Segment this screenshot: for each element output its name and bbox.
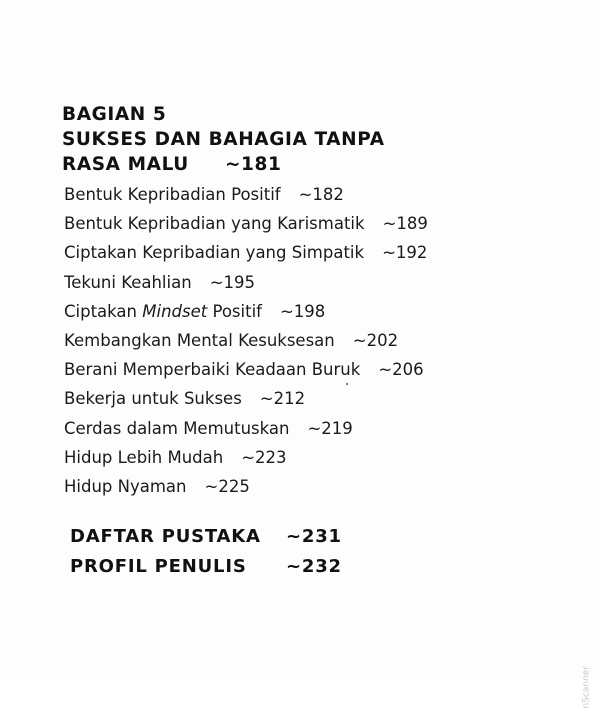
toc-entry-title-italic: Mindset xyxy=(142,301,208,321)
author-profile-title: PROFIL PENULIS xyxy=(70,556,247,577)
toc-entry xyxy=(64,209,428,238)
toc-entry xyxy=(64,355,428,384)
toc-entry-title: Kembangkan Mental Kesuksesan xyxy=(64,331,335,351)
part-page-number: ~181 xyxy=(224,154,282,175)
toc-entry-page: ~189 xyxy=(382,214,428,234)
toc-entry-page: ~192 xyxy=(382,243,428,263)
bibliography-entry xyxy=(70,522,342,552)
toc-entry-title: Tekuni Keahlian xyxy=(64,272,192,292)
toc-entry-page: ~206 xyxy=(378,360,424,380)
toc-entry xyxy=(64,414,428,443)
toc-entry xyxy=(64,238,428,267)
toc-entry-title: Berani Memperbaiki Keadaan Buruk xyxy=(64,360,361,380)
toc-entry-title: Hidup Nyaman xyxy=(64,477,187,497)
part-heading xyxy=(62,102,385,177)
toc-entry xyxy=(64,443,428,472)
toc-entry-title: Bentuk Kepribadian yang Karismatik xyxy=(64,214,365,234)
toc-entry-title-part: Positif xyxy=(207,301,262,321)
toc-entry xyxy=(64,180,428,209)
toc-entry xyxy=(64,297,428,326)
ink-speck xyxy=(346,383,348,385)
part-label: BAGIAN 5 xyxy=(62,104,167,125)
toc-entry-page: ~225 xyxy=(204,477,250,497)
toc-entry-title: Ciptakan Kepribadian yang Simpatik xyxy=(64,243,365,263)
toc-entry-page: ~212 xyxy=(259,389,306,409)
toc-entry-page: ~219 xyxy=(307,418,353,438)
bibliography-page: ~231 xyxy=(286,526,342,547)
toc-entry-title: Bentuk Kepribadian Positif xyxy=(64,185,281,204)
part-title-text: RASA MALU xyxy=(62,154,189,175)
toc-entry-title: Cerdas dalam Memutuskan xyxy=(64,418,290,438)
toc-entry xyxy=(64,472,428,501)
toc-entry-page: ~195 xyxy=(209,272,256,292)
part-title-line-2 xyxy=(62,152,385,177)
toc-entry xyxy=(64,384,428,413)
toc-entry-title: Hidup Lebih Mudah xyxy=(64,447,224,467)
toc-entry-page: ~198 xyxy=(279,301,326,321)
toc-entry-title-part: Ciptakan xyxy=(64,301,143,321)
scanner-watermark: nScanner xyxy=(582,666,592,709)
bibliography-title: DAFTAR PUSTAKA xyxy=(70,526,261,547)
toc-entry-list xyxy=(64,180,428,501)
toc-entry-page: ~223 xyxy=(241,447,287,467)
part-title-line-1: SUKSES DAN BAHAGIA TANPA xyxy=(62,129,385,150)
toc-entry xyxy=(64,268,428,297)
toc-entry-title: Bekerja untuk Sukses xyxy=(64,389,242,409)
author-profile-entry xyxy=(70,552,342,582)
toc-entry-page: ~182 xyxy=(298,185,344,204)
author-profile-page: ~232 xyxy=(286,556,342,577)
back-matter xyxy=(70,522,342,582)
toc-entry xyxy=(64,326,428,355)
toc-entry-page: ~202 xyxy=(352,331,399,351)
